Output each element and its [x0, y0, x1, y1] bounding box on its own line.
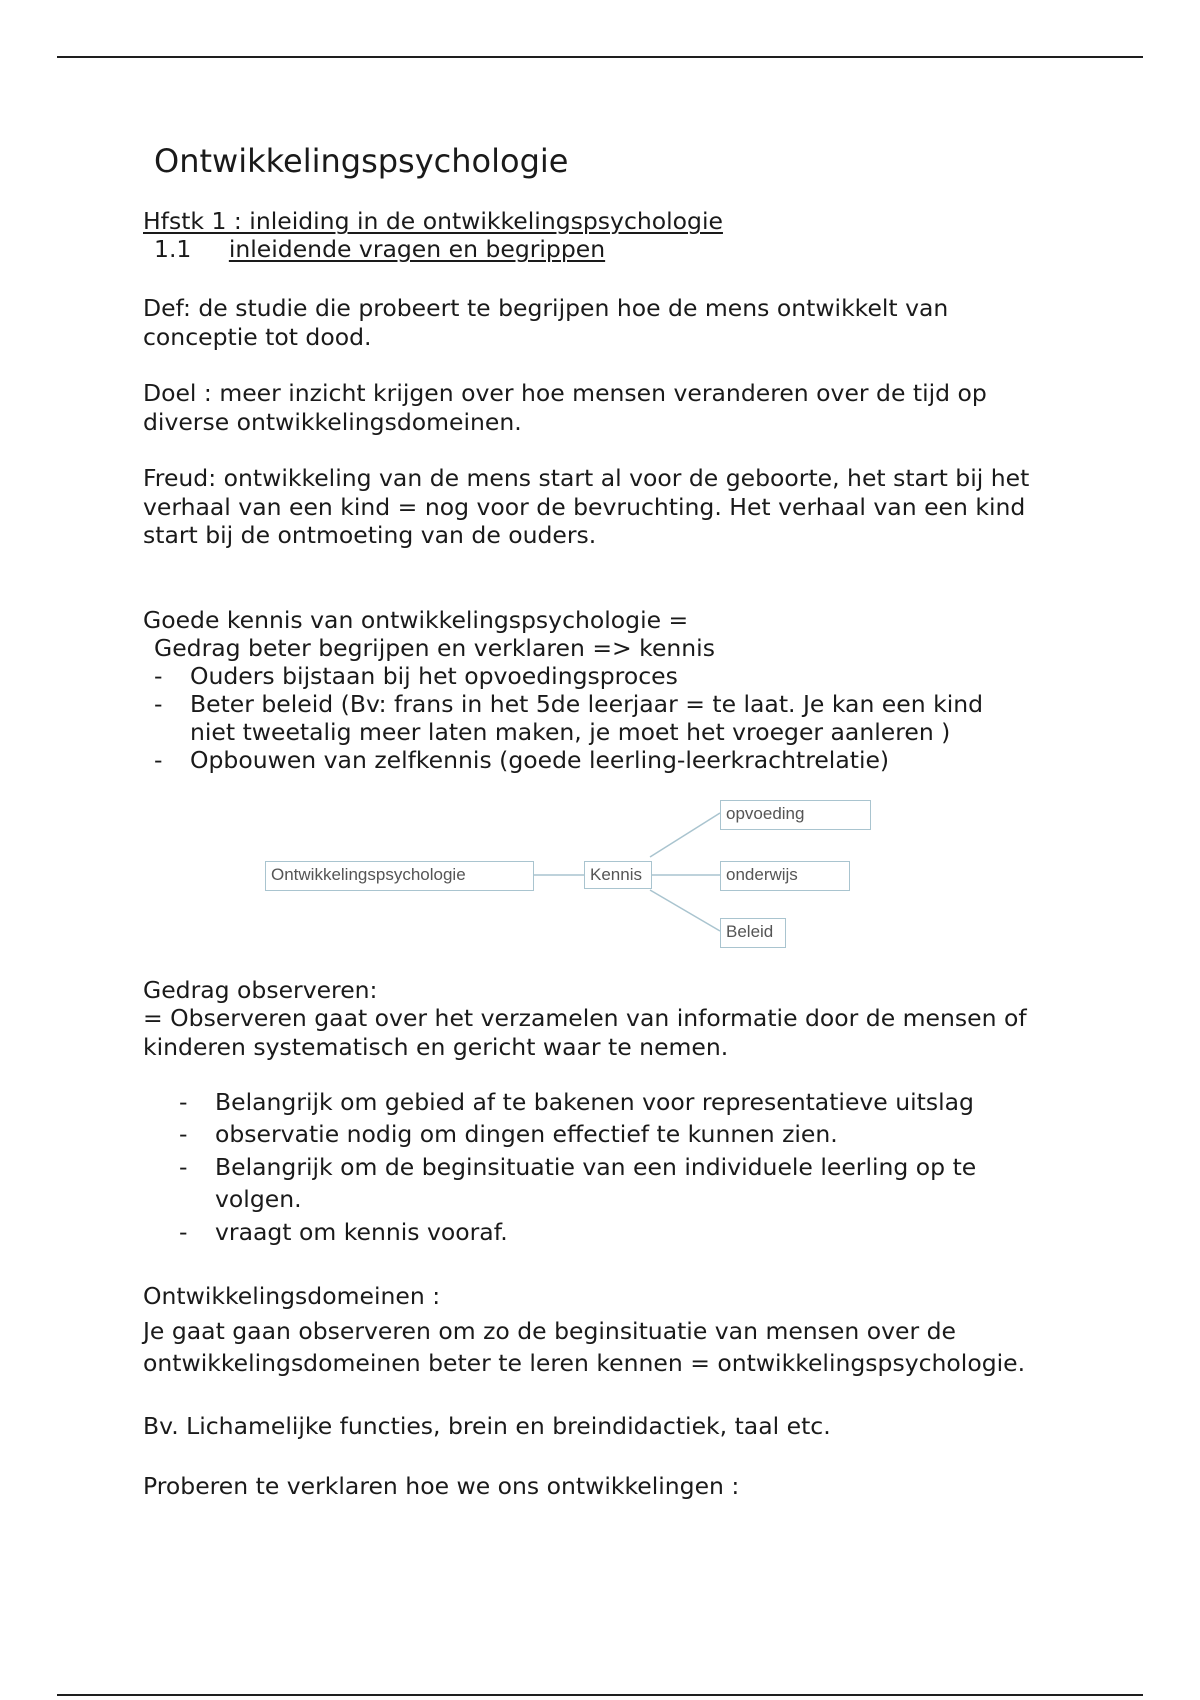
observe-definition: = Observeren gaat over het verzamelen van informatie door de mensen of kinderen systematisch en gericht waar te nemen. [143, 1004, 1027, 1061]
goal-paragraph: Doel : meer inzicht krijgen over hoe mensen veranderen over de tijd op diverse ontwikkelingsdomeinen. [143, 379, 987, 436]
connector-to-opvoeding [650, 813, 720, 857]
connector-to-beleid [650, 890, 720, 931]
list-item: - vraagt om kennis vooraf. [179, 1218, 508, 1246]
concept-diagram [260, 795, 880, 955]
section-title: inleidende vragen en begrippen [228, 235, 606, 263]
list-item: - Beter beleid (Bv: frans in het 5de leerjaar = te laat. Je kan een kind [154, 690, 984, 718]
chapter-heading: Hfstk 1 : inleiding in de ontwikkelingspsychologie [143, 207, 723, 235]
section-heading [154, 235, 605, 264]
freud-paragraph: Freud: ontwikkeling van de mens start al voor de geboorte, het start bij het verhaal van een kind = nog voor de bevruchting. Het verhaal van een kind start bij de ontmoeting van de ouders. [143, 464, 1030, 549]
dash-bullet: - [179, 1120, 188, 1148]
list-item: - Belangrijk om gebied af te bakenen voor representatieve uitslag [179, 1088, 974, 1116]
dash-bullet: - [179, 1088, 188, 1116]
list-item: - Opbouwen van zelfkennis (goede leerling-leerkrachtrelatie) [154, 746, 890, 774]
section-number: 1.1 [154, 235, 192, 263]
list-item-continuation: volgen. [215, 1185, 302, 1213]
page-title: Ontwikkelingspsychologie [154, 142, 569, 180]
list-item: - observatie nodig om dingen effectief te kunnen zien. [179, 1120, 838, 1148]
diagram-leaf-node: opvoeding [720, 800, 871, 830]
diagram-root-node: Ontwikkelingspsychologie [265, 861, 534, 891]
list-item-continuation: niet tweetalig meer laten maken, je moet het vroeger aanleren ) [190, 718, 951, 746]
knowledge-heading: Goede kennis van ontwikkelingspsychologie = [143, 606, 689, 634]
header-rule [57, 56, 1143, 58]
dash-bullet: - [154, 690, 163, 718]
list-item: - Ouders bijstaan bij het opvoedingsproces [154, 662, 678, 690]
explain-line: Proberen te verklaren hoe we ons ontwikkelingen : [143, 1472, 740, 1500]
domains-paragraph: Je gaat gaan observeren om zo de beginsituatie van mensen over de ontwikkelingsdomeinen beter te leren kennen = ontwikkelingspsychologie. [143, 1317, 1026, 1377]
examples-line: Bv. Lichamelijke functies, brein en breindidactiek, taal etc. [143, 1412, 831, 1440]
diagram-middle-node: Kennis [584, 861, 652, 889]
domains-heading: Ontwikkelingsdomeinen : [143, 1282, 441, 1310]
knowledge-subheading: Gedrag beter begrijpen en verklaren => kennis [154, 634, 715, 662]
diagram-leaf-node: onderwijs [720, 861, 850, 891]
dash-bullet: - [154, 746, 163, 774]
footer-rule [57, 1694, 1143, 1696]
definition-paragraph: Def: de studie die probeert te begrijpen hoe de mens ontwikkelt van conceptie tot dood. [143, 294, 949, 351]
dash-bullet: - [179, 1153, 188, 1181]
diagram-leaf-node: Beleid [720, 918, 786, 948]
list-item: - Belangrijk om de beginsituatie van een individuele leerling op te [179, 1153, 977, 1181]
observe-heading: Gedrag observeren: [143, 976, 378, 1004]
dash-bullet: - [179, 1218, 188, 1246]
dash-bullet: - [154, 662, 163, 690]
